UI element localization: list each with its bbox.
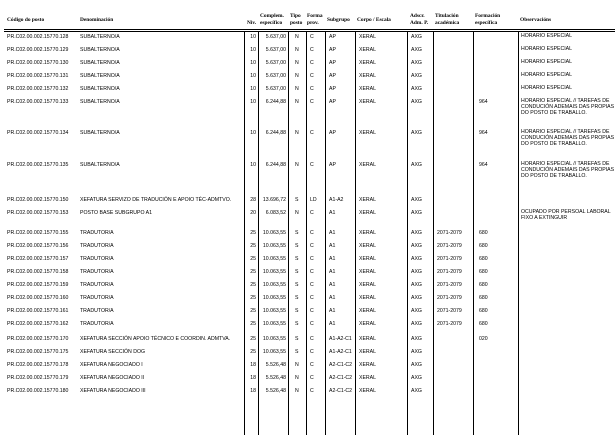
cell-forma: C	[310, 269, 314, 275]
cell-nivel: 25	[250, 349, 256, 355]
cell-complemento: 5.526,48	[265, 375, 286, 381]
cell-titulacion: 2071-2079	[437, 243, 462, 249]
cell-forma: C	[310, 230, 314, 236]
cell-adscricion: AXG	[411, 362, 422, 368]
cell-formacion: 680	[479, 269, 488, 275]
cell-tipo: S	[295, 295, 299, 301]
cell-adscricion: AXG	[411, 256, 422, 262]
cell-nivel: 25	[250, 230, 256, 236]
cell-complemento: 13.696,72	[262, 197, 286, 203]
cell-subgrupo: A1-A2-C1	[329, 349, 352, 355]
header-formacion-1: Formación	[475, 13, 501, 19]
cell-subgrupo: AP	[329, 34, 336, 40]
cell-subgrupo: A1	[329, 269, 336, 275]
cell-titulacion: 2071-2079	[437, 321, 462, 327]
cell-adscricion: AXG	[411, 73, 422, 79]
cell-adscricion: AXG	[411, 375, 422, 381]
cell-denominacion: XEFATURA SERVIZO DE TRADUCIÓN E APOIO TÉC-ADMTVO.	[80, 197, 232, 203]
cell-corpo: XERAL	[359, 388, 377, 394]
cell-forma: C	[310, 349, 314, 355]
cell-denominacion: TRADUTOR/A	[80, 282, 114, 288]
cell-codigo: PR.C02.00.002.15770.170	[7, 336, 69, 342]
cell-tipo: S	[295, 282, 299, 288]
cell-tipo: S	[295, 321, 299, 327]
cell-codigo: PR.C02.00.002.15770.160	[7, 295, 69, 301]
cell-titulacion: 2071-2079	[437, 308, 462, 314]
cell-nivel: 10	[250, 73, 256, 79]
column-divider	[288, 31, 289, 435]
cell-subgrupo: A2-C1-C2	[329, 362, 353, 368]
cell-codigo: PR.C02.00.002.15770.130	[7, 60, 69, 66]
cell-nivel: 10	[250, 86, 256, 92]
cell-tipo: N	[295, 47, 299, 53]
cell-titulacion: 2071-2079	[437, 269, 462, 275]
cell-complemento: 5.637,00	[265, 34, 286, 40]
cell-codigo: PR.C02.00.002.15770.133	[7, 99, 69, 105]
cell-denominacion: TRADUTOR/A	[80, 321, 114, 327]
cell-tipo: S	[295, 230, 299, 236]
cell-codigo: PR.C02.00.002.15770.153	[7, 210, 69, 216]
header-complemento-2: específico	[260, 20, 283, 26]
cell-adscricion: AXG	[411, 99, 422, 105]
cell-corpo: XERAL	[359, 47, 377, 53]
cell-complemento: 10.063,55	[262, 269, 286, 275]
cell-complemento: 5.637,00	[265, 60, 286, 66]
cell-corpo: XERAL	[359, 269, 377, 275]
cell-forma: C	[310, 162, 314, 168]
cell-corpo: XERAL	[359, 243, 377, 249]
cell-corpo: XERAL	[359, 73, 377, 79]
cell-formacion: 680	[479, 308, 488, 314]
cell-codigo: PR.C02.00.002.15770.131	[7, 73, 69, 79]
cell-forma: C	[310, 99, 314, 105]
cell-corpo: XERAL	[359, 86, 377, 92]
header-denominacion: Denominación	[80, 17, 114, 23]
cell-forma: LD	[310, 197, 317, 203]
cell-observacions: HORARIO ESPECIAL // TAREFAS DE CONDUCIÓN ADEMAIS DAS PROPIAS DO POSTO DE TRABALLO.	[521, 161, 615, 179]
header-forma-1: Forma	[307, 13, 323, 19]
cell-tipo: N	[295, 99, 299, 105]
cell-corpo: XERAL	[359, 308, 377, 314]
cell-tipo: N	[295, 388, 299, 394]
cell-adscricion: AXG	[411, 321, 422, 327]
cell-denominacion: SUBALTERNO/A	[80, 162, 120, 168]
cell-denominacion: TRADUTOR/A	[80, 230, 114, 236]
cell-titulacion: 2071-2079	[437, 256, 462, 262]
cell-complemento: 5.637,00	[265, 86, 286, 92]
cell-tipo: N	[295, 73, 299, 79]
cell-codigo: PR.C02.00.002.15770.179	[7, 375, 69, 381]
cell-denominacion: XEFATURA SECCIÓN APOIO TÉCNICO E COORDIN. ADMTVA.	[80, 336, 231, 342]
cell-subgrupo: A1	[329, 256, 336, 262]
cell-corpo: XERAL	[359, 130, 377, 136]
cell-nivel: 25	[250, 321, 256, 327]
cell-complemento: 10.063,55	[262, 321, 286, 327]
column-divider	[518, 31, 519, 435]
cell-forma: C	[310, 282, 314, 288]
cell-complemento: 10.063,55	[262, 282, 286, 288]
cell-formacion: 680	[479, 282, 488, 288]
header-tipo-1: Tipo	[290, 13, 301, 19]
cell-adscricion: AXG	[411, 336, 422, 342]
cell-tipo: N	[295, 130, 299, 136]
cell-complemento: 5.637,00	[265, 73, 286, 79]
cell-nivel: 25	[250, 336, 256, 342]
cell-tipo: N	[295, 162, 299, 168]
cell-codigo: PR.C02.00.002.15770.129	[7, 47, 69, 53]
cell-adscricion: AXG	[411, 130, 422, 136]
cell-complemento: 6.244,88	[265, 99, 286, 105]
cell-corpo: XERAL	[359, 336, 377, 342]
column-divider	[325, 31, 326, 435]
header-codigo: Código do posto	[7, 17, 45, 23]
cell-adscricion: AXG	[411, 269, 422, 275]
cell-formacion: 964	[479, 130, 488, 136]
column-divider	[244, 31, 245, 435]
cell-denominacion: SUBALTERNO/A	[80, 86, 120, 92]
cell-complemento: 10.063,55	[262, 256, 286, 262]
cell-codigo: PR.C02.00.002.15770.134	[7, 130, 69, 136]
cell-corpo: XERAL	[359, 321, 377, 327]
cell-subgrupo: A1	[329, 295, 336, 301]
cell-tipo: S	[295, 308, 299, 314]
header-complemento-1: Complem.	[260, 13, 284, 19]
cell-nivel: 25	[250, 256, 256, 262]
cell-formacion: 680	[479, 243, 488, 249]
cell-codigo: PR.C02.00.002.15770.161	[7, 308, 69, 314]
header-tipo-2: posto	[290, 20, 303, 26]
cell-complemento: 5.526,48	[265, 362, 286, 368]
cell-denominacion: TRADUTOR/A	[80, 243, 114, 249]
cell-denominacion: XEFATURA SECCIÓN DOG	[80, 349, 146, 355]
cell-nivel: 25	[250, 269, 256, 275]
cell-adscricion: AXG	[411, 86, 422, 92]
cell-codigo: PR.C02.00.002.15770.159	[7, 282, 69, 288]
cell-subgrupo: A1	[329, 308, 336, 314]
cell-complemento: 10.063,55	[262, 295, 286, 301]
cell-adscricion: AXG	[411, 308, 422, 314]
cell-corpo: XERAL	[359, 375, 377, 381]
cell-nivel: 18	[250, 362, 256, 368]
cell-formacion: 020	[479, 336, 488, 342]
cell-complemento: 10.063,55	[262, 243, 286, 249]
cell-corpo: XERAL	[359, 349, 377, 355]
cell-subgrupo: A1	[329, 282, 336, 288]
cell-forma: C	[310, 336, 314, 342]
cell-forma: C	[310, 321, 314, 327]
cell-formacion: 964	[479, 99, 488, 105]
cell-forma: C	[310, 86, 314, 92]
cell-adscricion: AXG	[411, 60, 422, 66]
cell-adscricion: AXG	[411, 197, 422, 203]
cell-adscricion: AXG	[411, 162, 422, 168]
column-divider	[407, 31, 408, 435]
cell-denominacion: SUBALTERNO/A	[80, 47, 120, 53]
cell-adscricion: AXG	[411, 243, 422, 249]
cell-codigo: PR.C02.00.002.15770.180	[7, 388, 69, 394]
header-titulacion-2: académica	[435, 20, 460, 26]
cell-denominacion: POSTO BASE SUBGRUPO A1	[80, 210, 152, 216]
cell-denominacion: SUBALTERNO/A	[80, 34, 120, 40]
cell-denominacion: XEFATURA NEGOCIADO II	[80, 375, 145, 381]
cell-nivel: 25	[250, 308, 256, 314]
cell-forma: C	[310, 210, 314, 216]
cell-subgrupo: A2-C1-C2	[329, 375, 353, 381]
cell-codigo: PR.C02.00.002.15770.175	[7, 349, 69, 355]
cell-denominacion: TRADUTOR/A	[80, 308, 114, 314]
cell-codigo: PR.C02.00.002.15770.132	[7, 86, 69, 92]
cell-adscricion: AXG	[411, 34, 422, 40]
header-rule-bottom	[4, 31, 615, 32]
cell-nivel: 10	[250, 130, 256, 136]
cell-formacion: 680	[479, 230, 488, 236]
cell-denominacion: SUBALTERNO/A	[80, 73, 120, 79]
cell-complemento: 10.063,55	[262, 230, 286, 236]
cell-complemento: 5.637,00	[265, 47, 286, 53]
cell-nivel: 18	[250, 388, 256, 394]
cell-formacion: 680	[479, 256, 488, 262]
cell-forma: C	[310, 256, 314, 262]
cell-observacions: HORARIO ESPECIAL	[521, 85, 573, 91]
cell-subgrupo: AP	[329, 86, 336, 92]
column-divider	[473, 31, 474, 435]
cell-subgrupo: A1-A2	[329, 197, 344, 203]
cell-subgrupo: A1-A2-C1	[329, 336, 352, 342]
cell-complemento: 10.063,55	[262, 336, 286, 342]
header-subgrupo: Subgrupo	[327, 17, 350, 23]
cell-tipo: S	[295, 243, 299, 249]
cell-denominacion: SUBALTERNO/A	[80, 130, 120, 136]
cell-titulacion: 2071-2079	[437, 295, 462, 301]
cell-adscricion: AXG	[411, 349, 422, 355]
cell-nivel: 25	[250, 295, 256, 301]
cell-complemento: 5.526,48	[265, 388, 286, 394]
cell-tipo: N	[295, 34, 299, 40]
cell-corpo: XERAL	[359, 256, 377, 262]
cell-subgrupo: A1	[329, 210, 336, 216]
cell-observacions: HORARIO ESPECIAL	[521, 59, 573, 65]
cell-corpo: XERAL	[359, 197, 377, 203]
cell-formacion: 680	[479, 295, 488, 301]
cell-denominacion: TRADUTOR/A	[80, 295, 114, 301]
cell-nivel: 10	[250, 99, 256, 105]
cell-forma: C	[310, 295, 314, 301]
cell-denominacion: XEFATURA NEGOCIADO I	[80, 362, 143, 368]
cell-nivel: 18	[250, 375, 256, 381]
cell-forma: C	[310, 60, 314, 66]
cell-corpo: XERAL	[359, 230, 377, 236]
cell-complemento: 10.063,55	[262, 349, 286, 355]
cell-nivel: 25	[250, 282, 256, 288]
cell-corpo: XERAL	[359, 99, 377, 105]
cell-forma: C	[310, 73, 314, 79]
cell-subgrupo: A1	[329, 230, 336, 236]
cell-tipo: N	[295, 86, 299, 92]
cell-corpo: XERAL	[359, 162, 377, 168]
cell-subgrupo: AP	[329, 162, 336, 168]
cell-codigo: PR.C02.00.002.15770.135	[7, 162, 69, 168]
cell-subgrupo: AP	[329, 73, 336, 79]
cell-subgrupo: AP	[329, 60, 336, 66]
cell-codigo: PR.C02.00.002.15770.158	[7, 269, 69, 275]
cell-tipo: S	[295, 256, 299, 262]
cell-observacions: HORARIO ESPECIAL	[521, 72, 573, 78]
cell-nivel: 25	[250, 243, 256, 249]
cell-codigo: PR.C02.00.002.15770.156	[7, 243, 69, 249]
header-forma-2: prov.	[307, 20, 319, 26]
header-adscricion-2: Adm. P.	[410, 20, 429, 26]
cell-observacions: HORARIO ESPECIAL // TAREFAS DE CONDUCIÓN ADEMAIS DAS PROPIAS DO POSTO DE TRABALLO.	[521, 98, 615, 116]
cell-complemento: 6.244,88	[265, 130, 286, 136]
cell-adscricion: AXG	[411, 210, 422, 216]
cell-denominacion: XEFATURA NEGOCIADO III	[80, 388, 146, 394]
header-titulacion-1: Titulación	[435, 13, 459, 19]
cell-subgrupo: AP	[329, 130, 336, 136]
header-rule-top	[4, 29, 615, 30]
cell-titulacion: 2071-2079	[437, 282, 462, 288]
cell-adscricion: AXG	[411, 388, 422, 394]
cell-denominacion: TRADUTOR/A	[80, 256, 114, 262]
cell-tipo: N	[295, 362, 299, 368]
cell-adscricion: AXG	[411, 282, 422, 288]
cell-tipo: N	[295, 60, 299, 66]
cell-denominacion: TRADUTOR/A	[80, 269, 114, 275]
cell-tipo: S	[295, 269, 299, 275]
cell-formacion: 964	[479, 162, 488, 168]
cell-adscricion: AXG	[411, 47, 422, 53]
cell-codigo: PR.C02.00.002.15770.178	[7, 362, 69, 368]
header-corpo: Corpo / Escala	[357, 17, 391, 23]
cell-nivel: 10	[250, 162, 256, 168]
cell-codigo: PR.C02.00.002.15770.128	[7, 34, 69, 40]
header-observacions: Observacións	[520, 17, 552, 23]
cell-subgrupo: A1	[329, 243, 336, 249]
cell-tipo: S	[295, 197, 299, 203]
cell-observacions: HORARIO ESPECIAL	[521, 33, 573, 39]
cell-observacions: HORARIO ESPECIAL // TAREFAS DE CONDUCIÓN ADEMAIS DAS PROPIAS DO POSTO DE TRABALLO.	[521, 129, 615, 147]
cell-tipo: N	[295, 375, 299, 381]
header-nivel: Niv.	[247, 20, 257, 26]
column-divider	[355, 31, 356, 435]
cell-tipo: S	[295, 336, 299, 342]
cell-corpo: XERAL	[359, 282, 377, 288]
cell-nivel: 20	[250, 210, 256, 216]
cell-nivel: 28	[250, 197, 256, 203]
cell-subgrupo: A2-C1-C2	[329, 388, 353, 394]
cell-denominacion: SUBALTERNO/A	[80, 60, 120, 66]
cell-forma: C	[310, 375, 314, 381]
cell-complemento: 6.083,52	[265, 210, 286, 216]
cell-codigo: PR.C02.00.002.15770.150	[7, 197, 69, 203]
cell-nivel: 10	[250, 34, 256, 40]
cell-forma: C	[310, 47, 314, 53]
cell-subgrupo: AP	[329, 47, 336, 53]
cell-nivel: 10	[250, 60, 256, 66]
cell-denominacion: SUBALTERNO/A	[80, 99, 120, 105]
cell-corpo: XERAL	[359, 362, 377, 368]
cell-observacions: HORARIO ESPECIAL	[521, 46, 573, 52]
cell-observacions: OCUPADO POR PERSOAL LABORAL FIXO A EXTINGUIR	[521, 209, 611, 221]
column-divider	[306, 31, 307, 435]
cell-codigo: PR.C02.00.002.15770.162	[7, 321, 69, 327]
cell-forma: C	[310, 34, 314, 40]
cell-codigo: PR.C02.00.002.15770.157	[7, 256, 69, 262]
cell-complemento: 6.244,88	[265, 162, 286, 168]
cell-subgrupo: AP	[329, 99, 336, 105]
cell-forma: C	[310, 308, 314, 314]
column-divider	[433, 31, 434, 435]
cell-corpo: XERAL	[359, 60, 377, 66]
cell-forma: C	[310, 362, 314, 368]
cell-forma: C	[310, 130, 314, 136]
header-adscricion-1: Adscr.	[410, 13, 425, 19]
cell-codigo: PR.C02.00.002.15770.155	[7, 230, 69, 236]
cell-adscricion: AXG	[411, 295, 422, 301]
cell-tipo: N	[295, 210, 299, 216]
cell-complemento: 10.063,55	[262, 308, 286, 314]
cell-adscricion: AXG	[411, 230, 422, 236]
cell-titulacion: 2071-2079	[437, 230, 462, 236]
cell-corpo: XERAL	[359, 210, 377, 216]
cell-tipo: S	[295, 349, 299, 355]
header-formacion-2: específica	[475, 20, 498, 26]
cell-corpo: XERAL	[359, 34, 377, 40]
cell-formacion: 680	[479, 321, 488, 327]
cell-forma: C	[310, 388, 314, 394]
cell-forma: C	[310, 243, 314, 249]
cell-nivel: 10	[250, 47, 256, 53]
cell-corpo: XERAL	[359, 295, 377, 301]
cell-subgrupo: A1	[329, 321, 336, 327]
